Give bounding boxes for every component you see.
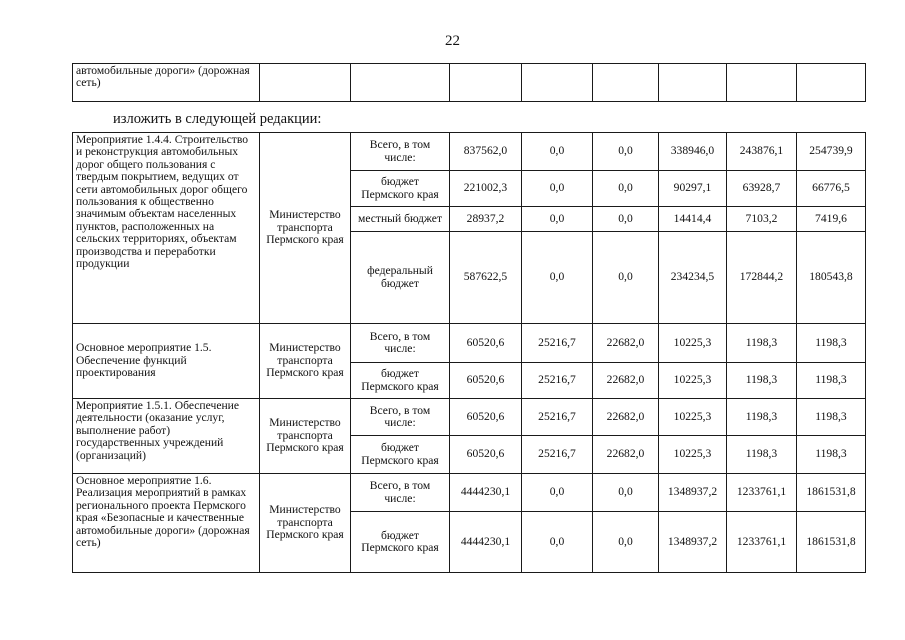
table-row	[73, 324, 866, 363]
value-cell: 25216,7	[522, 363, 593, 399]
value-cell: 14414,4	[659, 207, 727, 232]
fragment-empty-cell	[351, 64, 450, 102]
value-cell: 221002,3	[450, 171, 522, 207]
value-cell: 1198,3	[727, 324, 797, 363]
source-cell: Всего, в том числе:	[351, 133, 450, 171]
value-cell: 7419,6	[797, 207, 866, 232]
value-cell: 1233761,1	[727, 512, 797, 573]
source-cell: бюджет Пермского края	[351, 512, 450, 573]
value-cell: 0,0	[593, 207, 659, 232]
amendment-lead-text: изложить в следующей редакции:	[113, 111, 322, 127]
fragment-empty-cell	[727, 64, 797, 102]
value-cell: 0,0	[522, 512, 593, 573]
activity-name-cell: Мероприятие 1.4.4. Строительство и реконструкция автомобильных дорог общего пользования с твердым покрытием, ведущих от сети автомобильных дорог общего пользования к общественно значимым объектам населенных пунктов, расположенных на сельских территориях, объектам производства и переработки продукции	[73, 133, 260, 324]
value-cell: 1198,3	[797, 436, 866, 474]
value-cell: 1861531,8	[797, 474, 866, 512]
value-cell: 0,0	[522, 207, 593, 232]
page-number: 22	[445, 33, 460, 49]
value-cell: 66776,5	[797, 171, 866, 207]
value-cell: 7103,2	[727, 207, 797, 232]
table-row	[73, 474, 866, 512]
value-cell: 1348937,2	[659, 512, 727, 573]
previous-table-fragment	[72, 63, 866, 102]
value-cell: 0,0	[593, 512, 659, 573]
value-cell: 28937,2	[450, 207, 522, 232]
value-cell: 60520,6	[450, 324, 522, 363]
value-cell: 587622,5	[450, 232, 522, 324]
value-cell: 4444230,1	[450, 512, 522, 573]
activity-name-cell: Основное мероприятие 1.6. Реализация мероприятий в рамках регионального проекта Пермского края «Безопасные и качественные автомобильные дороги» (дорожная сеть)	[73, 474, 260, 573]
value-cell: 0,0	[593, 232, 659, 324]
value-cell: 10225,3	[659, 399, 727, 436]
fragment-empty-cell	[260, 64, 351, 102]
value-cell: 338946,0	[659, 133, 727, 171]
value-cell: 22682,0	[593, 436, 659, 474]
value-cell: 25216,7	[522, 399, 593, 436]
fragment-name-cell: автомобильные дороги» (дорожная сеть)	[73, 64, 260, 102]
value-cell: 60520,6	[450, 399, 522, 436]
table-row	[73, 399, 866, 436]
value-cell: 25216,7	[522, 324, 593, 363]
funding-table	[72, 132, 866, 573]
fragment-empty-cell	[659, 64, 727, 102]
table-row	[73, 133, 866, 171]
source-cell: Всего, в том числе:	[351, 474, 450, 512]
value-cell: 0,0	[593, 474, 659, 512]
value-cell: 1861531,8	[797, 512, 866, 573]
value-cell: 22682,0	[593, 363, 659, 399]
executor-cell: Министерство транспорта Пермского края	[260, 399, 351, 474]
value-cell: 1198,3	[727, 399, 797, 436]
fragment-empty-cell	[450, 64, 522, 102]
source-cell: бюджет Пермского края	[351, 436, 450, 474]
source-cell: федеральный бюджет	[351, 232, 450, 324]
value-cell: 10225,3	[659, 363, 727, 399]
executor-cell: Министерство транспорта Пермского края	[260, 474, 351, 573]
value-cell: 1198,3	[727, 363, 797, 399]
value-cell: 0,0	[522, 133, 593, 171]
value-cell: 172844,2	[727, 232, 797, 324]
value-cell: 254739,9	[797, 133, 866, 171]
source-cell: бюджет Пермского края	[351, 363, 450, 399]
value-cell: 1348937,2	[659, 474, 727, 512]
value-cell: 0,0	[522, 232, 593, 324]
activity-name-cell: Основное мероприятие 1.5. Обеспечение функций проектирования	[73, 324, 260, 399]
value-cell: 63928,7	[727, 171, 797, 207]
executor-cell: Министерство транспорта Пермского края	[260, 133, 351, 324]
source-cell: Всего, в том числе:	[351, 399, 450, 436]
value-cell: 837562,0	[450, 133, 522, 171]
source-cell: Всего, в том числе:	[351, 324, 450, 363]
value-cell: 243876,1	[727, 133, 797, 171]
value-cell: 0,0	[522, 474, 593, 512]
value-cell: 60520,6	[450, 363, 522, 399]
value-cell: 180543,8	[797, 232, 866, 324]
value-cell: 90297,1	[659, 171, 727, 207]
value-cell: 1233761,1	[727, 474, 797, 512]
value-cell: 10225,3	[659, 436, 727, 474]
value-cell: 1198,3	[797, 363, 866, 399]
value-cell: 10225,3	[659, 324, 727, 363]
activity-name-cell: Мероприятие 1.5.1. Обеспечение деятельности (оказание услуг, выполнение работ) государственных учреждений (организаций)	[73, 399, 260, 474]
value-cell: 4444230,1	[450, 474, 522, 512]
value-cell: 22682,0	[593, 399, 659, 436]
value-cell: 234234,5	[659, 232, 727, 324]
executor-cell: Министерство транспорта Пермского края	[260, 324, 351, 399]
value-cell: 0,0	[593, 133, 659, 171]
source-cell: бюджет Пермского края	[351, 171, 450, 207]
value-cell: 1198,3	[727, 436, 797, 474]
value-cell: 25216,7	[522, 436, 593, 474]
fragment-empty-cell	[522, 64, 593, 102]
fragment-empty-cell	[797, 64, 866, 102]
source-cell: местный бюджет	[351, 207, 450, 232]
value-cell: 22682,0	[593, 324, 659, 363]
value-cell: 1198,3	[797, 399, 866, 436]
value-cell: 0,0	[593, 171, 659, 207]
value-cell: 60520,6	[450, 436, 522, 474]
fragment-empty-cell	[593, 64, 659, 102]
value-cell: 1198,3	[797, 324, 866, 363]
value-cell: 0,0	[522, 171, 593, 207]
